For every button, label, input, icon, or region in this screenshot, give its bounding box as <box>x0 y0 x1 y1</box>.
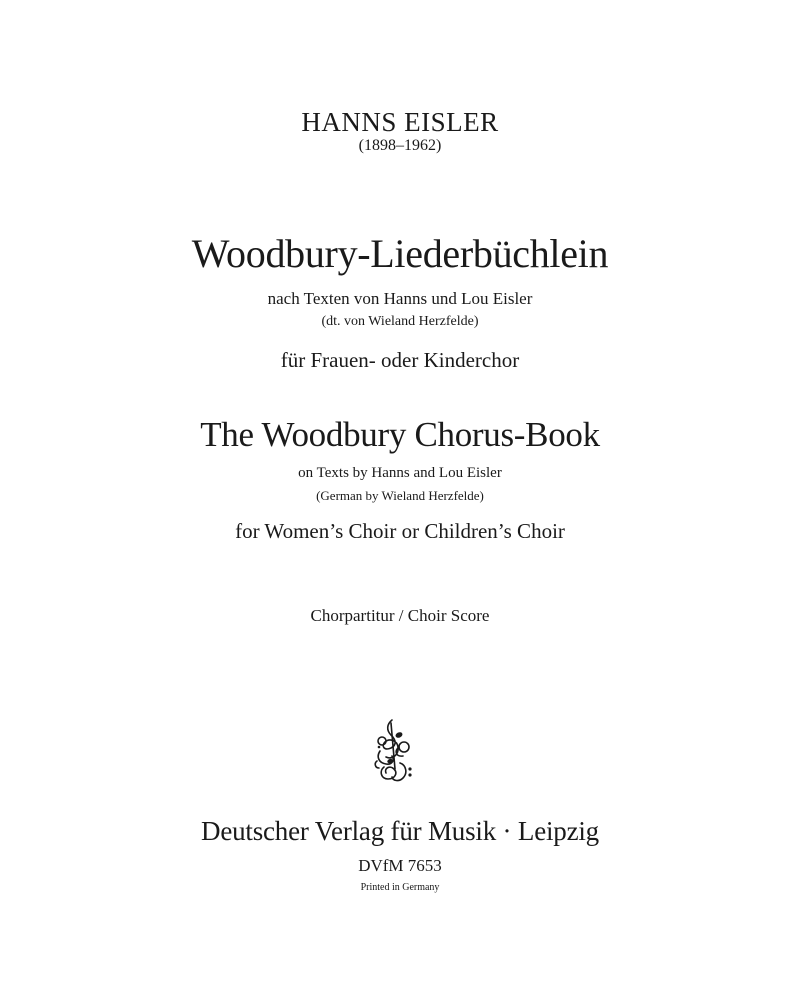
score-type: Chorpartitur / Choir Score <box>310 606 490 625</box>
voicing-english: for Women’s Choir or Children’s Choir <box>235 519 565 543</box>
composer-name: HANNS EISLER <box>301 107 499 137</box>
title-german: Woodbury-Liederbüchlein <box>191 231 609 276</box>
composer-dates: (1898–1962) <box>358 137 442 154</box>
music-clef-ornament-icon <box>370 717 418 787</box>
voicing-german: für Frauen- oder Kinderchor <box>280 348 520 372</box>
texts-by-german: nach Texten von Hanns und Lou Eisler <box>267 289 533 308</box>
title-english: The Woodbury Chorus-Book <box>200 415 600 454</box>
translation-credit-english: (German by Wieland Herzfelde) <box>316 488 484 503</box>
publisher-name: Deutscher Verlag für Musik · Leipzig <box>201 816 599 846</box>
translation-credit-german: (dt. von Wieland Herzfelde) <box>321 314 479 329</box>
catalog-number: DVfM 7653 <box>358 856 442 875</box>
printed-in-note: Printed in Germany <box>360 882 440 893</box>
texts-by-english: on Texts by Hanns and Lou Eisler <box>298 465 502 481</box>
